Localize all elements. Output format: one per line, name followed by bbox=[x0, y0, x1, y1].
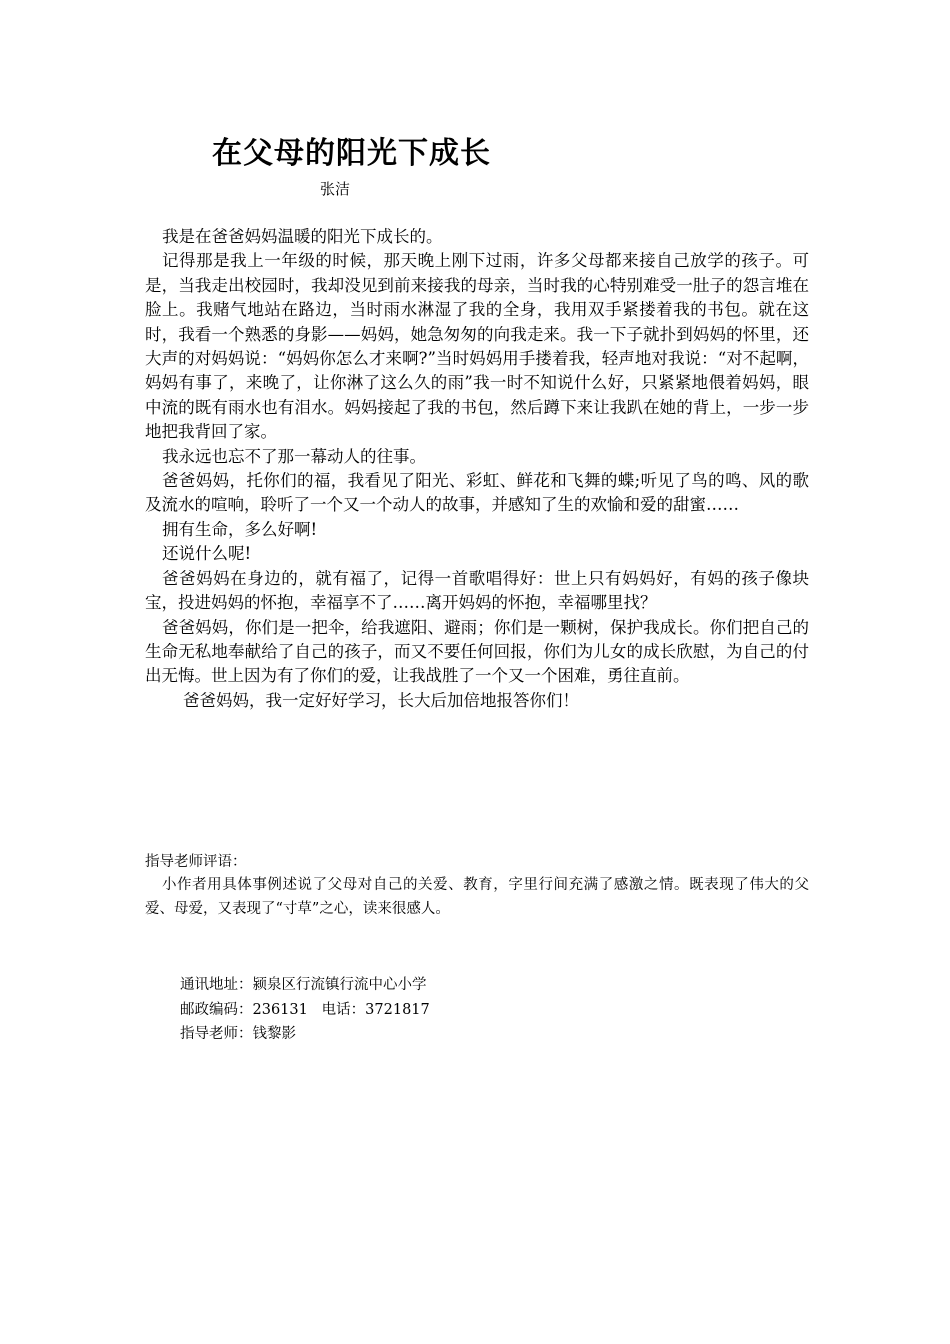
postcode-phone-line: 邮政编码：236131 电话：3721817 bbox=[180, 1001, 430, 1018]
author-name: 张洁 bbox=[320, 180, 351, 198]
teacher-line: 指导老师：钱黎影 bbox=[180, 1026, 296, 1042]
address-line: 通讯地址：颍泉区行流镇行流中心小学 bbox=[180, 977, 427, 993]
paragraph: 爸爸妈妈，我一定好好学习，长大后加倍地报答你们！ bbox=[183, 690, 579, 710]
paragraph: 爸爸妈妈，托你们的福，我看见了阳光、彩虹、鲜花和飞舞的蝶;听见了鸟的鸣、风的歌及流水的喧响，聆听了一个又一个动人的故事，并感知了生的欢愉和爱的甜蜜…… bbox=[145, 471, 809, 515]
essay-body bbox=[145, 225, 809, 713]
paragraph: 记得那是我上一年级的时候，那天晚上刚下过雨，许多父母都来接自己放学的孩子。可是，当我走出校园时，我却没见到前来接我的母亲，当时我的心特别难受一肚子的怨言堆在脸上。我赌气地站在路边，当时雨水淋湿了我的全身，我用双手紧搂着我的书包。就在这时，我看一个熟悉的身影——妈妈，她急匆匆的向我走来。我一下子就扑到妈妈的怀里，还大声的对妈妈说：“妈妈你怎么才来啊?”当时妈妈用手搂着我，轻声地对我说：“对不起啊，妈妈有事了，来晚了，让你淋了这么久的雨”我一时不知说什么好，只紧紧地偎着妈妈，眼中流的既有雨水也有泪水。妈妈接起了我的书包，然后蹲下来让我趴在她的背上，一步一步地把我背回了家。 bbox=[145, 251, 809, 442]
paragraph: 爸爸妈妈在身边的，就有福了，记得一首歌唱得好：世上只有妈妈好，有妈的孩子像块宝，投进妈妈的怀抱，幸福享不了……离开妈妈的怀抱，幸福哪里找？ bbox=[145, 568, 809, 613]
teacher-comment: 小作者用具体事例述说了父母对自己的关爱、教育，字里行间充满了感激之情。既表现了伟大的父爱、母爱，又表现了“寸草”之心，读来很感人。 bbox=[145, 877, 809, 917]
paragraph: 我是在爸爸妈妈温暖的阳光下成长的。 bbox=[162, 227, 443, 246]
essay-title: 在父母的阳光下成长 bbox=[212, 136, 491, 171]
contact-info bbox=[180, 973, 430, 1047]
paragraph: 爸爸妈妈，你们是一把伞，给我遮阳、避雨；你们是一颗树，保护我成长。你们把自己的生命无私地奉献给了自己的孩子，而又不要任何回报，你们为儿女的成长欣慰，为自己的付出无悔。世上因为有了你们的爱，让我战胜了一个又一个困难，勇往直前。 bbox=[145, 617, 809, 686]
paragraph: 我永远也忘不了那一幕动人的往事。 bbox=[162, 446, 426, 466]
paragraph: 还说什么呢! bbox=[162, 544, 252, 564]
paragraph: 拥有生命，多么好啊! bbox=[162, 519, 318, 539]
comment-label: 指导老师评语： bbox=[145, 854, 247, 870]
